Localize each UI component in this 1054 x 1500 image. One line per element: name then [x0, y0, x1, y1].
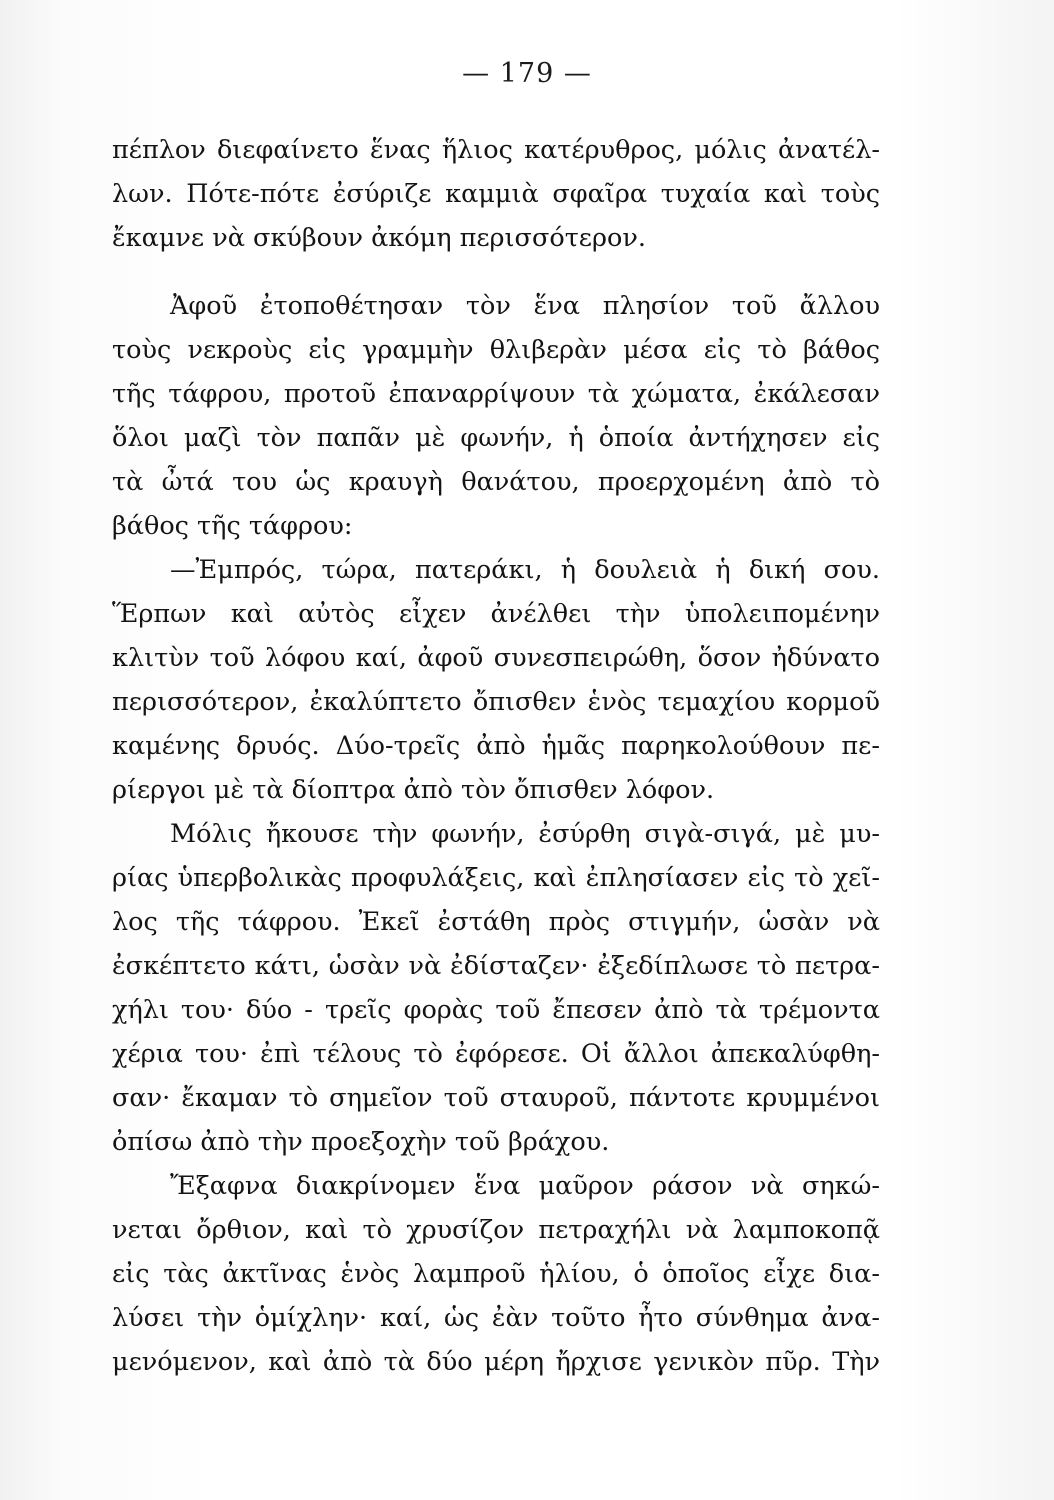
- text-line: Ἕρπων καὶ αὐτὸς εἶχεν ἀνέλθει τὴν ὑπολειπομένην: [112, 599, 880, 629]
- text-line: νεται ὄρθιον, καὶ τὸ χρυσίζον πετραχήλι νὰ λαμποκοπᾷ: [112, 1215, 880, 1245]
- text-line: χήλι του· δύο - τρεῖς φορὰς τοῦ ἔπεσεν ἀπὸ τὰ τρέμοντα: [112, 995, 880, 1025]
- text-line: τοὺς νεκροὺς εἰς γραμμὴν θλιβερὰν μέσα εἰς τὸ βάθος: [112, 335, 880, 365]
- text-line: χέρια του· ἐπὶ τέλους τὸ ἐφόρεσε. Οἱ ἄλλοι ἀπεκαλύφθη-: [112, 1039, 880, 1069]
- text-line: ρίας ὑπερβολικὰς προφυλάξεις, καὶ ἐπλησίασεν εἰς τὸ χεῖ-: [112, 863, 880, 893]
- text-line: τὰ ὦτά του ὡς κραυγὴ θανάτου, προερχομένη ἀπὸ τὸ: [112, 467, 880, 497]
- text-line: σαν· ἔκαμαν τὸ σημεῖον τοῦ σταυροῦ, πάντοτε κρυμμένοι: [112, 1083, 880, 1113]
- text-line: ἐσκέπτετο κάτι, ὡσὰν νὰ ἐδίσταζεν· ἐξεδίπλωσε τὸ πετρα-: [112, 951, 880, 981]
- text-line: Ἔξαφνα διακρίνομεν ἕνα μαῦρον ράσον νὰ σηκώ-: [170, 1171, 880, 1201]
- text-line: ὀπίσω ἀπὸ τὴν προεξοχὴν τοῦ βράχου.: [112, 1127, 610, 1157]
- text-line: ρίεργοι μὲ τὰ δίοπτρα ἀπὸ τὸν ὄπισθεν λόφον.: [112, 775, 715, 805]
- page-number: — 179 —: [462, 58, 592, 89]
- dialogue-line: —Ἐμπρός, τώρα, πατεράκι, ἡ δουλειὰ ἡ δική σου.: [170, 555, 880, 585]
- text-line: μενόμενον, καὶ ἀπὸ τὰ δύο μέρη ἤρχισε γενικὸν πῦρ. Τὴν: [112, 1347, 880, 1377]
- text-line: λύσει τὴν ὁμίχλην· καί, ὡς ἐὰν τοῦτο ἦτο σύνθημα ἀνα-: [112, 1303, 880, 1333]
- text-line: Ἀφοῦ ἐτοποθέτησαν τὸν ἕνα πλησίον τοῦ ἄλλου: [170, 291, 880, 321]
- text-line: εἰς τὰς ἀκτῖνας ἑνὸς λαμπροῦ ἡλίου, ὁ ὁποῖος εἶχε δια-: [112, 1259, 880, 1289]
- text-line: καμένης δρυός. Δύο-τρεῖς ἀπὸ ἡμᾶς παρηκολούθουν πε-: [112, 731, 880, 761]
- text-line: λος τῆς τάφρου. Ἐκεῖ ἐστάθη πρὸς στιγμήν, ὡσὰν νὰ: [112, 907, 880, 937]
- text-line: ἔκαμνε νὰ σκύβουν ἀκόμη περισσότερον.: [112, 223, 646, 253]
- text-line: βάθος τῆς τάφρου:: [112, 511, 353, 541]
- text-line: τῆς τάφρου, προτοῦ ἐπαναρρίψουν τὰ χώματα, ἐκάλεσαν: [112, 379, 880, 409]
- text-line: ὅλοι μαζὶ τὸν παπᾶν μὲ φωνήν, ἡ ὁποία ἀντήχησεν εἰς: [112, 423, 880, 453]
- text-line: περισσότερον, ἐκαλύπτετο ὄπισθεν ἑνὸς τεμαχίου κορμοῦ: [112, 687, 880, 717]
- text-line: Μόλις ἤκουσε τὴν φωνήν, ἐσύρθη σιγὰ-σιγά, μὲ μυ-: [170, 819, 880, 849]
- text-line: λων. Πότε-πότε ἐσύριζε καμμιὰ σφαῖρα τυχαία καὶ τοὺς: [112, 179, 880, 209]
- text-line: κλιτὺν τοῦ λόφου καί, ἀφοῦ συνεσπειρώθη, ὅσον ἠδύνατο: [112, 643, 880, 673]
- text-line: πέπλον διεφαίνετο ἕνας ἥλιος κατέρυθρος, μόλις ἀνατέλ-: [112, 135, 880, 165]
- body-text: [112, 128, 880, 1384]
